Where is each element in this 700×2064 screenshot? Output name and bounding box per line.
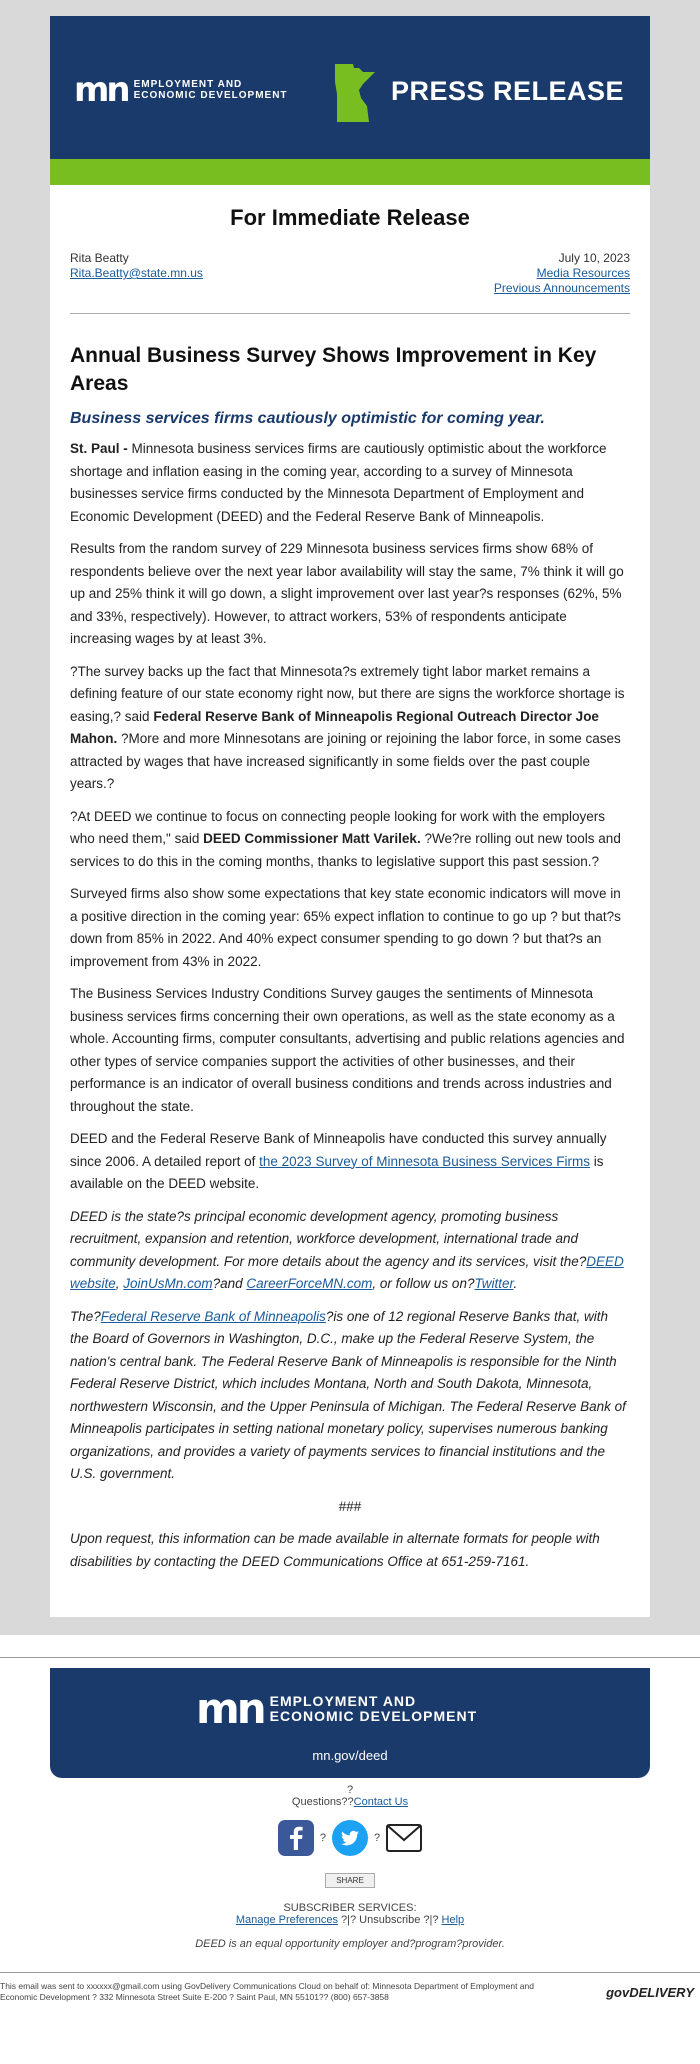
share-row [0,1870,700,1888]
federal-reserve-link[interactable]: Federal Reserve Bank of Minneapolis [100,1308,326,1324]
footer [0,1657,700,2003]
bottom-info [0,1972,700,2003]
end-marker: ### [338,1498,362,1514]
contact-us-link[interactable]: Contact Us [353,1796,409,1808]
paragraph-9: The?Federal Reserve Bank of Minneapolis?is one of 12 regional Reserve Banks that, with the Board of Governors in Washington, D.C., make up the Federal Reserve System, the nation's central bank. The Federal Reserve Bank of Minneapolis is responsible for the Ninth Federal Reserve District, which includes Montana, North and South Dakota, Minnesota, northwestern Wisconsin, and the Upper Peninsula of Michigan. The Federal Reserve Bank of Minneapolis participates in setting national monetary policy, supervises numerous banking organizations, and provides a variety of payments services to financial institutions and the U.S. government. [70,1308,626,1481]
header-banner [50,16,650,159]
subscriber-links: Manage Preferences ?|? Unsubscribe ?|? Help [235,1914,465,1926]
previous-announcements-link[interactable]: Previous Announcements [493,281,630,295]
release-date: July 10, 2023 [558,251,630,265]
immediate-release-heading: For Immediate Release [230,205,470,230]
facebook-icon[interactable] [278,1820,314,1856]
logo-line-1: EMPLOYMENT AND [133,79,243,90]
article-subtitle: Business services firms cautiously optimistic for coming year. [70,410,545,427]
contact-row [70,251,630,296]
paragraph-1: St. Paul - Minnesota business services firms are cautiously optimistic about the workforce shortage and inflation easing in the coming year, according to a survey of Minnesota businesses service firms conducted by the Minnesota Department of Employment and Economic Development (DEED) and the Federal Reserve Bank of Minneapolis. [70,441,607,524]
twitter-link[interactable]: Twitter [474,1276,514,1291]
footer-qmark: ? [346,1784,354,1796]
logo-line-2: ECONOMIC DEVELOPMENT [133,90,288,101]
manage-preferences-link[interactable]: Manage Preferences [235,1914,338,1926]
deed-website-link[interactable]: DEED website [70,1253,624,1291]
article-title: Annual Business Survey Shows Improvement in Key Areas [70,344,597,395]
paragraph-5: Surveyed firms also show some expectations that key state economic indicators will move in a positive direction in the coming year: 65% expect inflation to continue to go up ? but that?s down from 85% in 2022. And 40% expect consumer spending to go down ? but that?s an improvement from 43% in 2022. [70,886,621,969]
paragraph-4: ?At DEED we continue to focus on connecting people looking for work with the employers who need them," said DEED Commissioner Matt Varilek. ?We?re rolling out new tools and services to do this in the coming months, thanks to legislative support this past session.? [70,808,621,869]
minnesota-state-icon [333,62,377,124]
press-release-card [50,16,650,1617]
dateline: St. Paul - [70,441,128,456]
divider [70,313,630,314]
release-content [50,185,650,1617]
careerforce-link[interactable]: CareerForceMN.com [246,1276,373,1291]
joinusmn-link[interactable]: JoinUsMn.com [123,1276,213,1291]
help-link[interactable]: Help [441,1914,465,1926]
paragraph-8: DEED is the state?s principal economic development agency, promoting business recruitment, expansion and retention, workforce development, international trade and community development. For more details about the agency and its services, visit the?DEED website, JoinUsMn.com?and CareerForceMN.com, or follow us on?Twitter. [70,1208,624,1291]
subscriber-services-label: SUBSCRIBER SERVICES: [283,1902,417,1914]
mn-logo-mark: mn [74,70,128,110]
deed-logo[interactable] [74,70,288,110]
govdelivery-logo[interactable]: govDELIVERY [606,1984,694,2000]
equal-opportunity-note: DEED is an equal opportunity employer and?program?provider. [195,1938,505,1950]
footer-deed-logo[interactable]: mn EMPLOYMENT AND ECONOMIC DEVELOPMENT [196,1684,478,1733]
press-release-heading: PRESS RELEASE [390,76,624,106]
paragraph-3: ?The survey backs up the fact that Minnesota?s extremely tight labor market remains a defining feature of our state economy right now, but there are signs the workforce shortage is easing,? said Federal Reserve Bank of Minneapolis Regional Outreach Director Joe Mahon. ?More and more Minnesotans are joining or rejoining the labor force, in some cases attracted by wages that have increased significantly in some fields over the past couple years.? [70,663,625,791]
contact-email-link[interactable]: Rita.Beatty@state.mn.us [70,266,203,280]
footer-mn-logo-mark: mn [196,1684,264,1733]
paragraph-7: DEED and the Federal Reserve Bank of Minneapolis have conducted this survey annually since 2006. A detailed report of the 2023 Survey of Minnesota Business Services Firms is available on the DEED website. [70,1131,607,1191]
paragraph-2: Results from the random survey of 229 Minnesota business services firms show 68% of respondents believe over the next year labor availability will stay the same, 7% think it will go up and 25% think it will go down, a slight improvement over last year?s responses (62%, 5% and 33%, respectively). However, to attract workers, 53% of respondents anticipate increasing wages by at least 3%. [70,541,624,646]
share-button[interactable]: SHARE [325,1873,375,1888]
social-icons: ? ? [0,1820,700,1856]
email-icon[interactable] [386,1823,422,1853]
twitter-icon[interactable] [332,1820,368,1856]
green-accent-bar [50,159,650,185]
survey-report-link[interactable]: the 2023 Survey of Minnesota Business Services Firms [259,1153,591,1169]
sent-info: This email was sent to xxxxxx@gmail.com using GovDelivery Communications Cloud on behalf of: Minnesota Department of Employment and Economic Development ? 332 Minnesota Street Suite E-200 ? Saint Paul, MN 55101?? (800) 657-3858 [0,1981,534,2002]
questions-line: Questions??Contact Us [291,1796,409,1808]
paragraph-6: The Business Services Industry Conditions Survey gauges the sentiments of Minnesota business services firms concerning their own operations, as well as the state economy as a whole. Accounting firms, computer consultants, advertising and public relations agencies and other types of service companies support the activities of other businesses, and their performance is an indicator of overall business conditions and trends across industries and throughout the state. [70,986,625,1114]
footer-url[interactable]: mn.gov/deed [312,1748,388,1763]
footer-banner [50,1668,650,1778]
contact-name: Rita Beatty [70,251,129,265]
media-resources-link[interactable]: Media Resources [536,266,630,280]
accessibility-note: Upon request, this information can be made available in alternate formats for people with disabilities by contacting the DEED Communications Office at 651-259-7161. [70,1531,600,1569]
